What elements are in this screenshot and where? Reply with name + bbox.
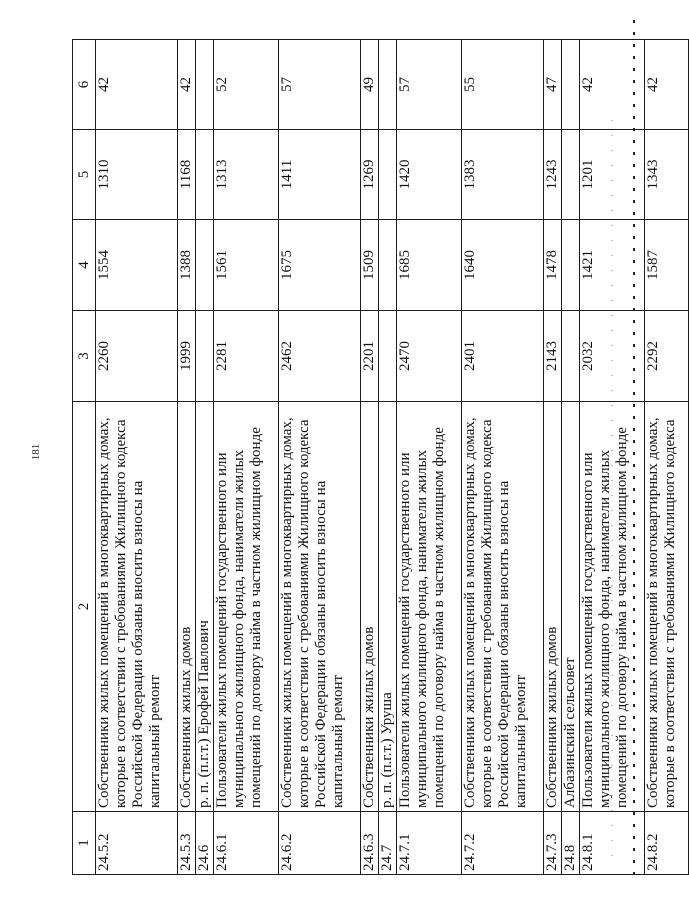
row-description: р. п. (п.г.т.) Ерофей Павлович	[196, 402, 214, 812]
row-code: 24.8	[562, 812, 580, 875]
header-cell: 4	[73, 220, 96, 311]
value-col5: 1269	[361, 130, 379, 220]
value-col3: 1999	[178, 311, 196, 402]
value-col4: 1587	[645, 220, 689, 311]
value-col4: 1685	[397, 220, 462, 311]
value-col4: 1421	[580, 220, 645, 311]
row-code: 24.6.1	[214, 812, 279, 875]
value-col6	[379, 40, 397, 130]
row-code: 24.7	[379, 812, 397, 875]
value-col5	[379, 130, 397, 220]
value-col3: 2462	[279, 311, 361, 402]
table-row	[178, 40, 196, 875]
value-col6: 42	[178, 40, 196, 130]
value-col3: 2143	[544, 311, 562, 402]
value-col4: 1509	[361, 220, 379, 311]
table-row	[279, 40, 361, 875]
value-col3: 2401	[462, 311, 544, 402]
value-col3: 2201	[361, 311, 379, 402]
value-col4: 1640	[462, 220, 544, 311]
row-code: 24.8.2	[645, 812, 689, 875]
row-description: Албазинский сельсовет	[562, 402, 580, 812]
value-col3	[379, 311, 397, 402]
table-row	[562, 40, 580, 875]
row-code: 24.5.2	[96, 812, 178, 875]
value-col3: 2470	[397, 311, 462, 402]
value-col6	[196, 40, 214, 130]
value-col4: 1478	[544, 220, 562, 311]
row-code: 24.5.3	[178, 812, 196, 875]
value-col5: 1411	[279, 130, 361, 220]
value-col6: 52	[214, 40, 279, 130]
value-col6: 57	[279, 40, 361, 130]
table-row	[397, 40, 462, 875]
value-col4: 1675	[279, 220, 361, 311]
value-col4: 1388	[178, 220, 196, 311]
table-row	[214, 40, 279, 875]
row-description: Пользователи жилых помещений государственного или муниципального жилищного фонда, наниматели жилых помещений по договору найма в частном жилищном фонде	[214, 402, 279, 812]
table-row	[96, 40, 178, 875]
table-row	[379, 40, 397, 875]
value-col4	[379, 220, 397, 311]
row-description: Собственники жилых помещений в многоквартирных домах, которые в соответствии с требованиями Жилищного кодекса Российской Федерации обязаны вносить взносы на капитальный ремонт	[462, 402, 544, 812]
row-code: 24.6.2	[279, 812, 361, 875]
value-col6: 42	[580, 40, 645, 130]
value-col4	[196, 220, 214, 311]
row-description: Пользователи жилых помещений государственного или муниципального жилищного фонда, наниматели жилых помещений по договору найма в частном жилищном фонде	[580, 402, 645, 812]
value-col5: 1313	[214, 130, 279, 220]
value-col3	[196, 311, 214, 402]
table-header-row	[73, 40, 96, 875]
value-col5	[562, 130, 580, 220]
value-col3: 2032	[580, 311, 645, 402]
value-col3: 2260	[96, 311, 178, 402]
row-code: 24.7.2	[462, 812, 544, 875]
value-col6	[562, 40, 580, 130]
row-code: 24.6.3	[361, 812, 379, 875]
value-col6: 42	[96, 40, 178, 130]
header-cell: 2	[73, 402, 96, 812]
page-number: 181	[30, 443, 42, 461]
row-code: 24.7.3	[544, 812, 562, 875]
value-col6: 55	[462, 40, 544, 130]
value-col5: 1310	[96, 130, 178, 220]
value-col5: 1243	[544, 130, 562, 220]
value-col6: 47	[544, 40, 562, 130]
value-col4: 1561	[214, 220, 279, 311]
rotated-document	[72, 40, 678, 875]
value-col5: 1420	[397, 130, 462, 220]
value-col4: 1554	[96, 220, 178, 311]
row-description: Собственники жилых домов	[544, 402, 562, 812]
row-description: Пользователи жилых помещений государственного или муниципального жилищного фонда, наниматели жилых помещений по договору найма в частном жилищном фонде	[397, 402, 462, 812]
value-col4	[562, 220, 580, 311]
row-description: Собственники жилых помещений в многоквартирных домах, которые в соответствии с требованиями Жилищного кодекса Российской Федерации обязаны вносить взносы на капитальный ремонт	[96, 402, 178, 812]
value-col3: 2281	[214, 311, 279, 402]
value-col6: 42	[645, 40, 689, 130]
row-code: 24.6	[196, 812, 214, 875]
row-description: Собственники жилых помещений в многоквартирных домах, которые в соответствии с требованиями Жилищного кодекса Российской Федерации обязаны вносить взносы на капитальный ремонт	[279, 402, 361, 812]
table-row	[361, 40, 379, 875]
value-col6: 49	[361, 40, 379, 130]
value-col5: 1168	[178, 130, 196, 220]
row-description: Собственники жилых домов	[361, 402, 379, 812]
value-col5: 1343	[645, 130, 689, 220]
table-row	[462, 40, 544, 875]
value-col3: 2292	[645, 311, 689, 402]
row-description: Собственники жилых домов	[178, 402, 196, 812]
row-description: р. п. (п.г.т.) Уруша	[379, 402, 397, 812]
value-col5	[196, 130, 214, 220]
header-cell: 3	[73, 311, 96, 402]
header-cell: 6	[73, 40, 96, 130]
table-row	[580, 40, 645, 875]
value-col6: 57	[397, 40, 462, 130]
header-cell: 1	[73, 812, 96, 875]
table-row	[544, 40, 562, 875]
table-row	[645, 40, 689, 875]
value-col5: 1383	[462, 130, 544, 220]
value-col3	[562, 311, 580, 402]
row-description: Собственники жилых помещений в многоквартирных домах, которые в соответствии с требованиями Жилищного кодекса	[645, 402, 689, 812]
header-cell: 5	[73, 130, 96, 220]
value-col5: 1201	[580, 130, 645, 220]
tariff-table	[72, 39, 689, 875]
row-code: 24.7.1	[397, 812, 462, 875]
row-code: 24.8.1	[580, 812, 645, 875]
table-row	[196, 40, 214, 875]
